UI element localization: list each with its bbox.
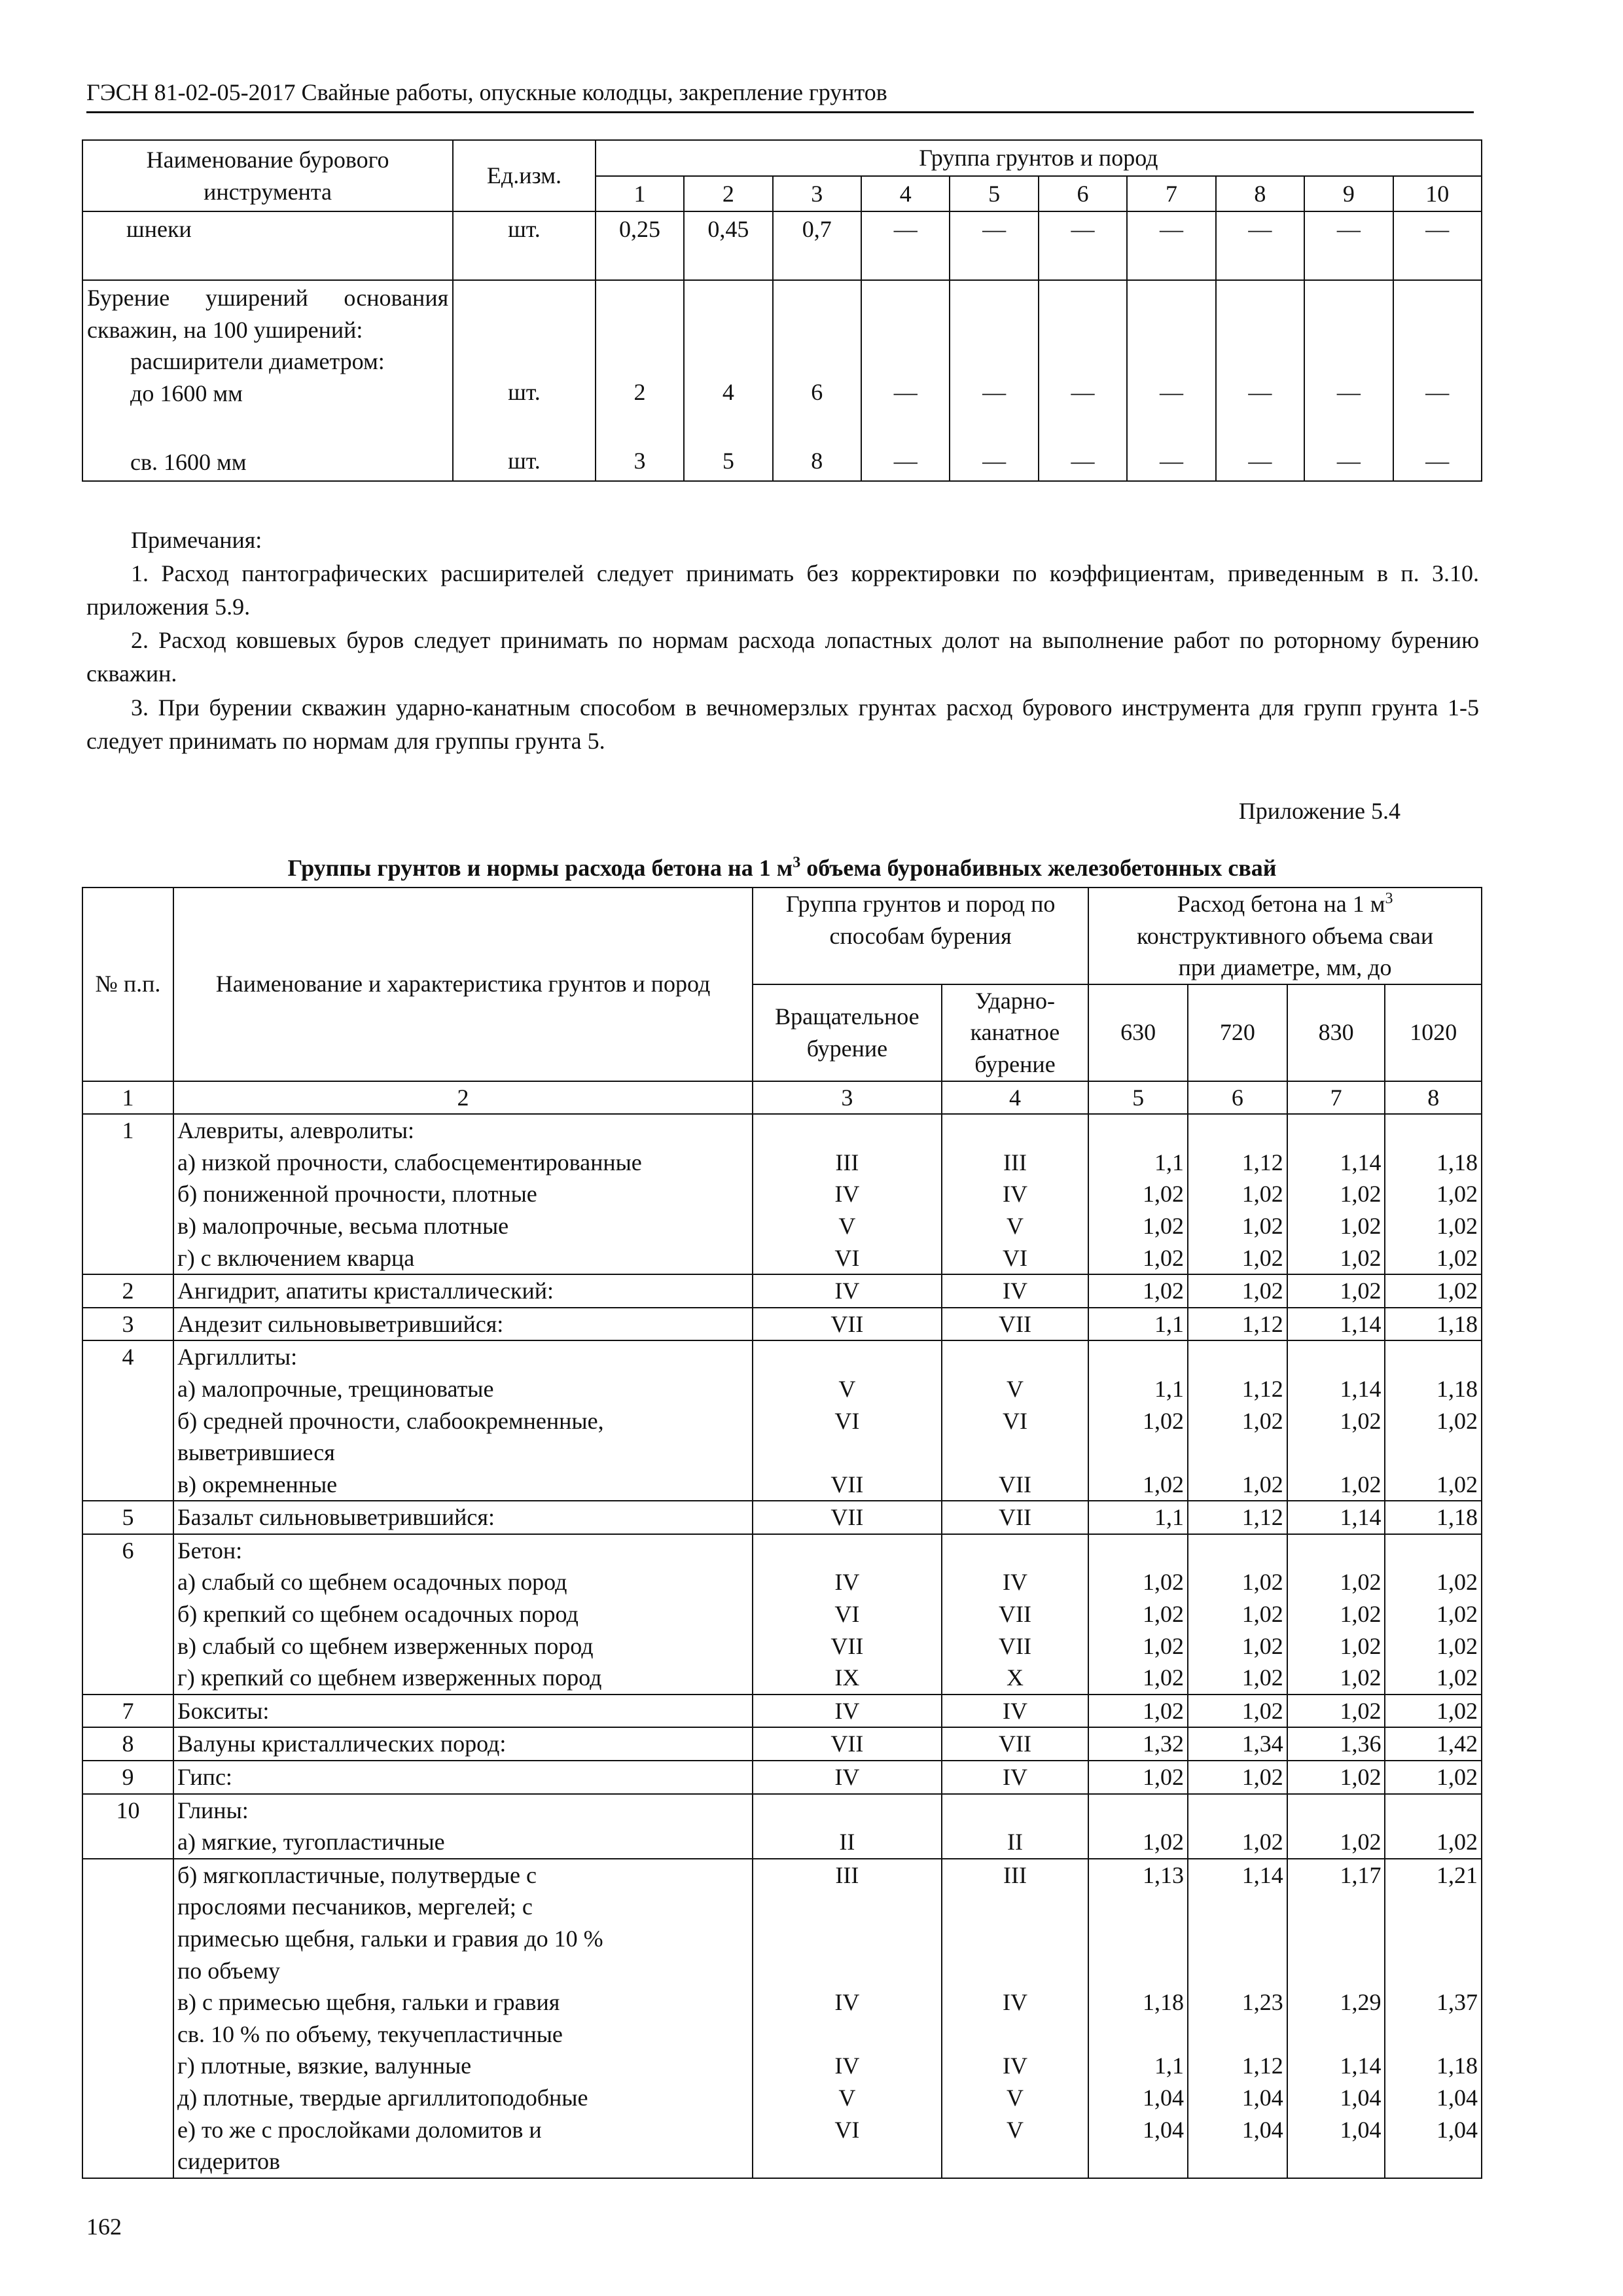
table-title-superscript: 3	[793, 854, 801, 871]
soil-table-row	[82, 1695, 1482, 1728]
consumption-720: 1,34	[1188, 1727, 1287, 1761]
consumption-830: 1,14	[1287, 1501, 1385, 1534]
tool-value: 6	[811, 379, 823, 406]
soil-table-row	[82, 1794, 1482, 1859]
drilling-tool-table	[82, 139, 1482, 482]
rotary-group: VII	[753, 1501, 942, 1534]
tool-value-cell	[861, 280, 950, 481]
percussion-group: IV	[942, 1695, 1088, 1728]
soil-description: Аргиллиты: а) малопрочные, трещиноватые б) средней прочности, слабоокремненные, выветрившиеся в) окремненные	[173, 1340, 753, 1501]
row-number: 3	[82, 1308, 173, 1341]
tool-unit: шт.	[508, 379, 541, 406]
consumption-630: 1,02	[1088, 1794, 1188, 1859]
tool-value: 4	[722, 379, 734, 406]
tool-value: —	[1216, 211, 1304, 280]
soil-table-row	[82, 1274, 1482, 1308]
group-col-header: 10	[1393, 176, 1482, 212]
tool-value-cell	[1393, 280, 1482, 481]
tool-value: —	[1248, 379, 1272, 406]
tool-value: —	[1304, 211, 1393, 280]
consumption-830: 1,02 1,02 1,02 1,02	[1287, 1534, 1385, 1695]
tool-name: св. 1600 мм	[130, 448, 247, 475]
soil-description: Базальт сильновыветрившийся:	[173, 1501, 753, 1534]
soil-description: б) мягкопластичные, полутвердые с прослоями песчаников, мергелей; с примесью щебня, гальки и гравия до 10 % по объему в) с примесью щебня, гальки и гравия св. 10 % по объему, текучепластичные г) плотные, вязкие, валунные д) плотные, твердые аргиллитоподобные е) то же с прослойками доломитов и сидеритов	[173, 1859, 753, 2178]
consumption-630: 1,13 1,18 1,1 1,04 1,04	[1088, 1859, 1188, 2178]
tool-name: шнеки	[82, 211, 453, 280]
consumption-830: 1,14 1,02 1,02	[1287, 1340, 1385, 1501]
consumption-1020: 1,18 1,02 1,02 1,02	[1385, 1114, 1482, 1274]
page-number: 162	[86, 2214, 122, 2240]
column-number: 5	[1088, 1081, 1188, 1115]
group-col-header: 9	[1304, 176, 1393, 212]
rotary-group: IV	[753, 1761, 942, 1794]
tool-value: 8	[811, 447, 823, 474]
row-number: 2	[82, 1274, 173, 1308]
row-number	[82, 1859, 173, 2178]
soil-table-row	[82, 1114, 1482, 1274]
consumption-630: 1,1	[1088, 1501, 1188, 1534]
tool-value: —	[861, 211, 950, 280]
soil-table-row	[82, 1859, 1482, 2178]
group-col-header: 1	[596, 176, 684, 212]
consumption-1020: 1,21 1,37 1,18 1,04 1,04	[1385, 1859, 1482, 2178]
group-col-header: 3	[773, 176, 861, 212]
tool-row-augers	[82, 211, 1482, 280]
row-number: 5	[82, 1501, 173, 1534]
soil-table-row	[82, 1727, 1482, 1761]
consumption-1020: 1,02	[1385, 1274, 1482, 1308]
consumption-830: 1,14 1,02 1,02 1,02	[1287, 1114, 1385, 1274]
consumption-830: 1,02	[1287, 1274, 1385, 1308]
consumption-720: 1,02	[1188, 1794, 1287, 1859]
table-title-text-cont: объема буронабивных железобетонных свай	[800, 855, 1277, 881]
consumption-1020: 1,02	[1385, 1761, 1482, 1794]
rotary-group: IV	[753, 1274, 942, 1308]
percussion-group: V VI VII	[942, 1340, 1088, 1501]
rotary-group: II	[753, 1794, 942, 1859]
diameter-header: 830	[1287, 984, 1385, 1081]
rotary-group: V VI VII	[753, 1340, 942, 1501]
soil-description: Гипс:	[173, 1761, 753, 1794]
row-number: 1	[82, 1114, 173, 1274]
consumption-720: 1,02	[1188, 1695, 1287, 1728]
diameter-header: 720	[1188, 984, 1287, 1081]
tool-unit-cell	[453, 280, 596, 481]
tool-value: —	[950, 211, 1038, 280]
consumption-1020: 1,02 1,02 1,02 1,02	[1385, 1534, 1482, 1695]
tool-value: —	[893, 447, 918, 474]
consumption-830: 1,02	[1287, 1761, 1385, 1794]
tool-value-cell	[1127, 280, 1215, 481]
percussion-group: VII	[942, 1501, 1088, 1534]
percussion-group: VII	[942, 1727, 1088, 1761]
soil-groups-table	[82, 887, 1482, 2179]
drilling-group-header: Группа грунтов и пород по способам бурения	[753, 888, 1088, 984]
tool-section-cell	[82, 280, 453, 481]
tool-unit: шт.	[453, 211, 596, 280]
table-title	[82, 852, 1482, 884]
tool-value: —	[1393, 211, 1482, 280]
tool-value: 0,45	[684, 211, 772, 280]
tool-value-cell	[950, 280, 1038, 481]
rotary-header: Вращательное бурение	[753, 984, 942, 1081]
tool-value: —	[1425, 379, 1450, 406]
percussion-group: VII	[942, 1308, 1088, 1341]
consumption-630: 1,1 1,02 1,02 1,02	[1088, 1114, 1188, 1274]
rotary-group: VII	[753, 1308, 942, 1341]
consumption-header-sup: 3	[1385, 890, 1393, 907]
tool-name-header: Наименование бурового инструмента	[82, 140, 453, 211]
tool-value: —	[1336, 379, 1361, 406]
consumption-720: 1,12 1,02 1,02 1,02	[1188, 1114, 1287, 1274]
tool-value: —	[1248, 447, 1272, 474]
running-header: ГЭСН 81-02-05-2017 Свайные работы, опускные колодцы, закрепление грунтов	[86, 77, 1474, 113]
tool-value-cell	[596, 280, 684, 481]
tool-table-header-row-1	[82, 140, 1482, 176]
note-3: 3. При бурении скважин ударно-канатным способом в вечномерзлых грунтах расход бурового инструмента для групп грунта 1-5 следует принимать по нормам для группы грунта 5.	[86, 694, 1479, 754]
consumption-830: 1,36	[1287, 1727, 1385, 1761]
consumption-630: 1,02	[1088, 1274, 1188, 1308]
consumption-830: 1,14	[1287, 1308, 1385, 1341]
consumption-1020: 1,02	[1385, 1794, 1482, 1859]
percussion-group: II	[942, 1794, 1088, 1859]
consumption-830: 1,02	[1287, 1695, 1385, 1728]
diameter-header: 1020	[1385, 984, 1482, 1081]
consumption-630: 1,1	[1088, 1308, 1188, 1341]
consumption-830: 1,02	[1287, 1794, 1385, 1859]
tool-section-title-cont: скважин, на 100 уширений:	[87, 316, 363, 343]
tool-value: —	[982, 447, 1007, 474]
rotary-group: IV VI VII IX	[753, 1534, 942, 1695]
tool-group-header: Группа грунтов и пород	[596, 140, 1482, 176]
group-col-header: 5	[950, 176, 1038, 212]
tool-value-cell	[1216, 280, 1304, 481]
rotary-group: III IV IV V VI	[753, 1859, 942, 2178]
consumption-630: 1,02	[1088, 1761, 1188, 1794]
group-col-header: 8	[1216, 176, 1304, 212]
tool-value: 0,7	[773, 211, 861, 280]
tool-value: 0,25	[596, 211, 684, 280]
consumption-630: 1,02 1,02 1,02 1,02	[1088, 1534, 1188, 1695]
column-number: 4	[942, 1081, 1088, 1115]
row-number: 6	[82, 1534, 173, 1695]
tool-value: 5	[722, 447, 734, 474]
soil-table-row	[82, 1534, 1482, 1695]
notes-block	[86, 524, 1479, 758]
soil-table-row	[82, 1308, 1482, 1341]
soil-description: Алевриты, алевролиты: а) низкой прочности, слабосцементированные б) пониженной прочности, плотные в) малопрочные, весьма плотные г) с включением кварца	[173, 1114, 753, 1274]
tool-value: —	[1159, 379, 1183, 406]
table-title-text: Группы грунтов и нормы расхода бетона на 1 м	[287, 855, 793, 881]
percussion-header: Ударно- канатное бурение	[942, 984, 1088, 1081]
soil-description: Валуны кристаллических пород:	[173, 1727, 753, 1761]
diameter-header: 630	[1088, 984, 1188, 1081]
tool-value-cell	[684, 280, 772, 481]
percussion-group: III IV IV V V	[942, 1859, 1088, 2178]
tool-name: до 1600 мм	[130, 380, 243, 406]
soil-description: Ангидрит, апатиты кристаллический:	[173, 1274, 753, 1308]
consumption-header-text: Расход бетона на 1 м	[1177, 891, 1385, 917]
consumption-720: 1,12	[1188, 1308, 1287, 1341]
column-number: 7	[1287, 1081, 1385, 1115]
column-number: 8	[1385, 1081, 1482, 1115]
group-col-header: 2	[684, 176, 772, 212]
tool-value: 2	[633, 379, 646, 406]
consumption-1020: 1,18	[1385, 1501, 1482, 1534]
consumption-1020: 1,42	[1385, 1727, 1482, 1761]
consumption-630: 1,02	[1088, 1695, 1188, 1728]
tool-value: —	[893, 379, 918, 406]
tool-unit-header: Ед.изм.	[453, 140, 596, 211]
tool-value: —	[1336, 447, 1361, 474]
consumption-header-text-cont: конструктивного объема сваи при диаметре, мм, до	[1137, 922, 1434, 981]
tool-value: —	[1127, 211, 1215, 280]
soil-table-row	[82, 1501, 1482, 1534]
column-number: 3	[753, 1081, 942, 1115]
row-number: 4	[82, 1340, 173, 1501]
consumption-830: 1,17 1,29 1,14 1,04 1,04	[1287, 1859, 1385, 2178]
percussion-group: IV	[942, 1274, 1088, 1308]
rotary-group: III IV V VI	[753, 1114, 942, 1274]
group-col-header: 4	[861, 176, 950, 212]
consumption-720: 1,12 1,02 1,02	[1188, 1340, 1287, 1501]
soil-table-row	[82, 1340, 1482, 1501]
tool-row-reamers	[82, 280, 1482, 481]
row-number: 10	[82, 1794, 173, 1859]
soil-name-header: Наименование и характеристика грунтов и пород	[173, 888, 753, 1081]
notes-heading: Примечания:	[131, 527, 262, 553]
concrete-consumption-header	[1088, 888, 1482, 984]
consumption-720: 1,02	[1188, 1761, 1287, 1794]
tool-section-title: Бурение уширений основания	[87, 285, 449, 312]
consumption-720: 1,12	[1188, 1501, 1287, 1534]
row-number: 9	[82, 1761, 173, 1794]
soil-description: Глины: а) мягкие, тугопластичные	[173, 1794, 753, 1859]
group-col-header: 6	[1039, 176, 1127, 212]
consumption-1020: 1,18	[1385, 1308, 1482, 1341]
consumption-630: 1,1 1,02 1,02	[1088, 1340, 1188, 1501]
consumption-1020: 1,18 1,02 1,02	[1385, 1340, 1482, 1501]
rotary-group: VII	[753, 1727, 942, 1761]
note-1: 1. Расход пантографических расширителей следует принимать без корректировки по коэффициентам, приведенным в п. 3.10. приложения 5.9.	[86, 560, 1479, 620]
tool-unit: шт.	[508, 447, 541, 474]
tool-value: —	[1071, 379, 1095, 406]
tool-value-cell	[1304, 280, 1393, 481]
tool-value-cell	[1039, 280, 1127, 481]
consumption-720: 1,02 1,02 1,02 1,02	[1188, 1534, 1287, 1695]
row-number: 8	[82, 1727, 173, 1761]
row-number: 7	[82, 1695, 173, 1728]
soil-description: Андезит сильновыветрившийся:	[173, 1308, 753, 1341]
soil-table-body	[82, 1114, 1482, 2178]
rotary-group: IV	[753, 1695, 942, 1728]
consumption-720: 1,14 1,23 1,12 1,04 1,04	[1188, 1859, 1287, 2178]
soil-table-row	[82, 1761, 1482, 1794]
consumption-720: 1,02	[1188, 1274, 1287, 1308]
tool-value: —	[982, 379, 1007, 406]
percussion-group: IV VII VII X	[942, 1534, 1088, 1695]
group-col-header: 7	[1127, 176, 1215, 212]
soil-description: Бокситы:	[173, 1695, 753, 1728]
consumption-1020: 1,02	[1385, 1695, 1482, 1728]
tool-value: 3	[633, 447, 646, 474]
soil-header-row-1	[82, 888, 1482, 984]
percussion-group: III IV V VI	[942, 1114, 1088, 1274]
num-header: № п.п.	[82, 888, 173, 1081]
tool-value-cell	[773, 280, 861, 481]
tool-value: —	[1039, 211, 1127, 280]
soil-description: Бетон: а) слабый со щебнем осадочных пород б) крепкий со щебнем осадочных пород в) слабый со щебнем изверженных пород г) крепкий со щебнем изверженных пород	[173, 1534, 753, 1695]
column-number: 6	[1188, 1081, 1287, 1115]
appendix-label: Приложение 5.4	[1238, 798, 1400, 824]
consumption-630: 1,32	[1088, 1727, 1188, 1761]
tool-value: —	[1159, 447, 1183, 474]
tool-subsection-title: расширители диаметром:	[130, 348, 385, 375]
column-number: 1	[82, 1081, 173, 1115]
column-number: 2	[173, 1081, 753, 1115]
note-2: 2. Расход ковшевых буров следует принимать по нормам расхода лопастных долот на выполнение работ по роторному бурению скважин.	[86, 627, 1479, 687]
percussion-group: IV	[942, 1761, 1088, 1794]
tool-value: —	[1071, 447, 1095, 474]
tool-value: —	[1425, 447, 1450, 474]
column-number-row	[82, 1081, 1482, 1115]
